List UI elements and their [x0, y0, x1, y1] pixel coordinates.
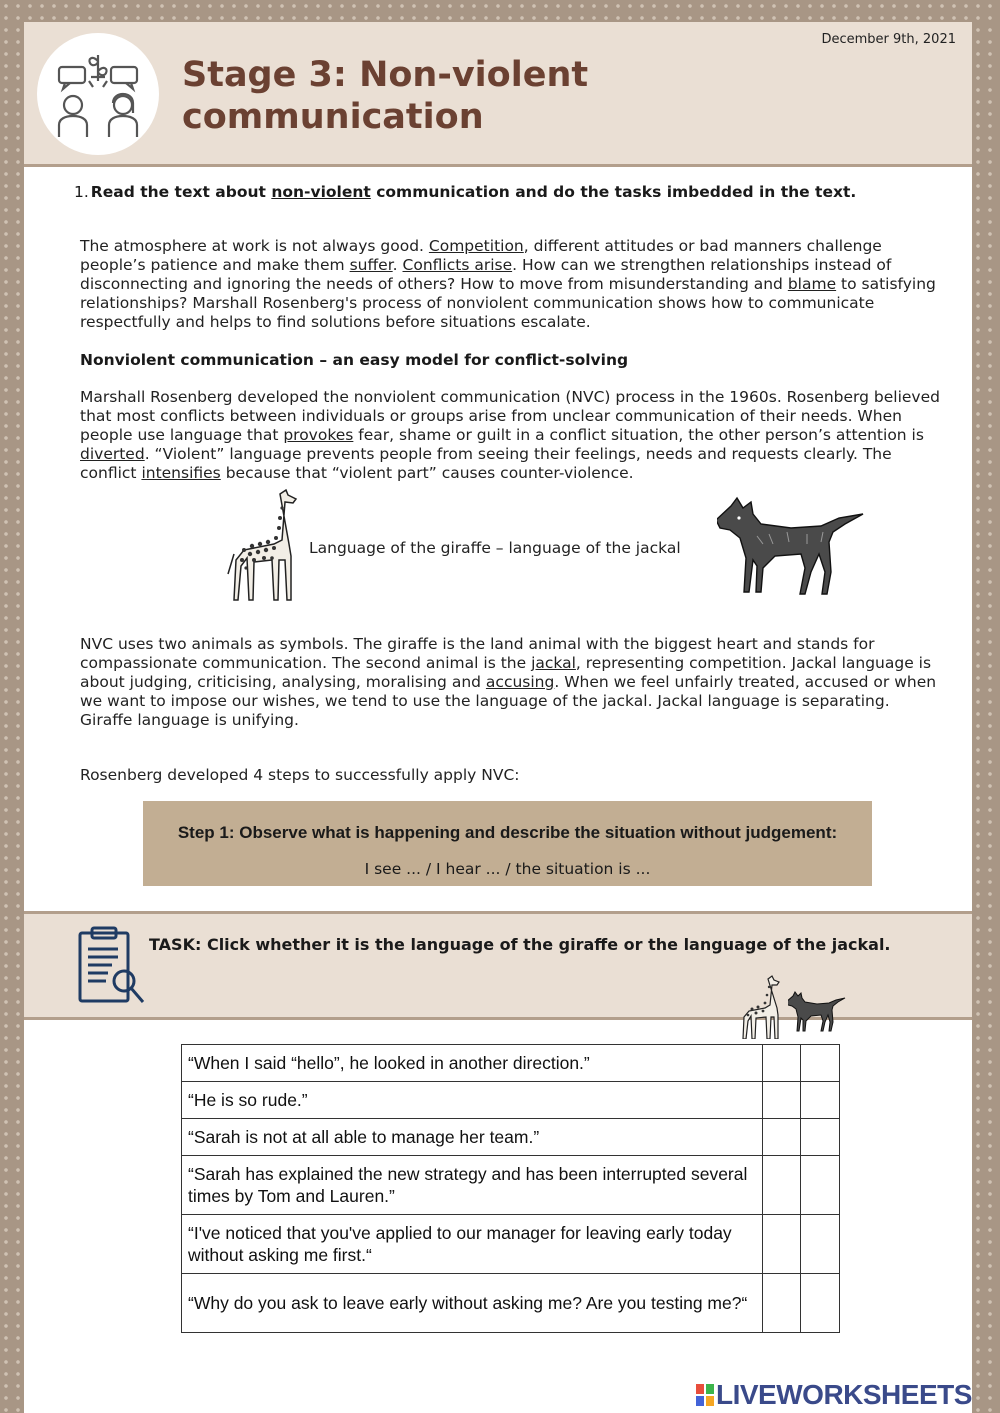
- step-1-title: Step 1: Observe what is happening and describe the situation without judgement:: [177, 823, 838, 842]
- instruction-text-end: communication and do the tasks imbedded in the text.: [370, 183, 857, 201]
- table-row: [182, 1045, 840, 1082]
- step-1-phrases: I see ... / I hear ... / the situation is ...: [364, 860, 651, 878]
- step-1-box: [143, 801, 872, 886]
- jackal-checkbox[interactable]: [801, 1082, 840, 1119]
- paragraph-steps-intro: Rosenberg developed 4 steps to successfully apply NVC:: [80, 766, 520, 784]
- vocab-diverted: diverted: [80, 445, 145, 463]
- table-row: [182, 1119, 840, 1156]
- jackal-checkbox[interactable]: [801, 1156, 840, 1215]
- instruction: [74, 183, 856, 201]
- task-instruction: TASK: Click whether it is the language of the giraffe or the language of the jackal.: [149, 935, 891, 954]
- table-row: [182, 1082, 840, 1119]
- worksheet-page: [24, 22, 972, 1413]
- jackal-checkbox[interactable]: [801, 1215, 840, 1274]
- brand-text: LIVEWORKSHEETS: [716, 1379, 972, 1410]
- header-band: [24, 22, 972, 167]
- giraffe-checkbox[interactable]: [762, 1082, 801, 1119]
- statement-text: “I've noticed that you've applied to our manager for leaving early today without asking me first.“: [182, 1215, 763, 1274]
- giraffe-checkbox[interactable]: [762, 1274, 801, 1333]
- statement-text: “Sarah is not at all able to manage her team.”: [182, 1119, 763, 1156]
- instruction-underlined: non-violent: [271, 183, 371, 201]
- vocab-blame: blame: [787, 275, 837, 293]
- giraffe-column-icon: [736, 975, 780, 1039]
- jackal-column-icon: [788, 991, 846, 1035]
- paragraph-animals: NVC uses two animals as symbols. The giraffe is the land animal with the biggest heart and stands for compassionate communication. The second animal is the jackal, representing competition. Jackal language is about judging, criticising, analysing, moralising and accusing. When we feel unfairly treated, accused or when we want to impose our wishes, we tend to use the language of the jackal. Jackal language is separating. Giraffe language is unifying.: [80, 635, 937, 729]
- paragraph-rosenberg: Marshall Rosenberg developed the nonviolent communication (NVC) process in the 1960s. Rosenberg believed that most conflicts between individuals or groups arise from unclear communication of their needs. When people use language that provokes fear, shame or guilt in a conflict situation, the other person’s attention is diverted. “Violent” language prevents people from seeing their feelings, needs and requests clearly. The conflict intensifies because that “violent part” causes counter-violence.: [80, 388, 940, 482]
- giraffe-checkbox[interactable]: [762, 1045, 801, 1082]
- statements-table: [181, 1044, 840, 1333]
- animals-caption: Language of the giraffe – language of the jackal: [309, 539, 681, 557]
- vocab-jackal: jackal: [531, 654, 576, 672]
- statement-text: “He is so rude.”: [182, 1082, 763, 1119]
- statement-text: “Why do you ask to leave early without asking me? Are you testing me?“: [182, 1274, 763, 1333]
- giraffe-illustration: [222, 488, 302, 604]
- jackal-checkbox[interactable]: [801, 1274, 840, 1333]
- jackal-illustration: [717, 496, 873, 608]
- instruction-number: 1.: [74, 183, 89, 201]
- vocab-intensifies: intensifies: [141, 464, 221, 482]
- statement-text: “Sarah has explained the new strategy and has been interrupted several times by Tom and Lauren.”: [182, 1156, 763, 1215]
- jackal-checkbox[interactable]: [801, 1045, 840, 1082]
- table-row: [182, 1274, 840, 1333]
- section-subheading: Nonviolent communication – an easy model for conflict-solving: [80, 351, 629, 369]
- instruction-text-start: Read the text about: [90, 183, 272, 201]
- vocab-conflicts-arise: Conflicts arise: [402, 256, 513, 274]
- vocab-provokes: provokes: [283, 426, 354, 444]
- vocab-accusing: accusing: [485, 673, 555, 691]
- giraffe-checkbox[interactable]: [762, 1119, 801, 1156]
- jackal-checkbox[interactable]: [801, 1119, 840, 1156]
- giraffe-checkbox[interactable]: [762, 1215, 801, 1274]
- giraffe-checkbox[interactable]: [762, 1156, 801, 1215]
- two-people-chat-icon: [51, 47, 145, 141]
- vocab-suffer: suffer: [349, 256, 393, 274]
- date-label: December 9th, 2021: [821, 32, 956, 47]
- communication-logo: [37, 33, 159, 155]
- paragraph-intro: The atmosphere at work is not always good. Competition, different attitudes or bad manners challenge people’s patience and make them suffer. Conflicts arise. How can we strengthen relationships instead of disconnecting and ignoring the needs of others? How to move from misunderstanding and blame to satisfying relationships? Marshall Rosenberg's process of nonviolent communication shows how to communicate respectfully and helps to find solutions before situations escalate.: [80, 237, 936, 331]
- table-row: [182, 1156, 840, 1215]
- liveworksheets-badge-icon: [696, 1384, 714, 1406]
- clipboard-search-icon: [76, 925, 152, 1009]
- liveworksheets-logo[interactable]: [696, 1379, 972, 1411]
- page-title: Stage 3: Non-violent communication: [182, 55, 589, 137]
- statement-text: “When I said “hello”, he looked in another direction.”: [182, 1045, 763, 1082]
- vocab-competition: Competition: [428, 237, 524, 255]
- table-row: [182, 1215, 840, 1274]
